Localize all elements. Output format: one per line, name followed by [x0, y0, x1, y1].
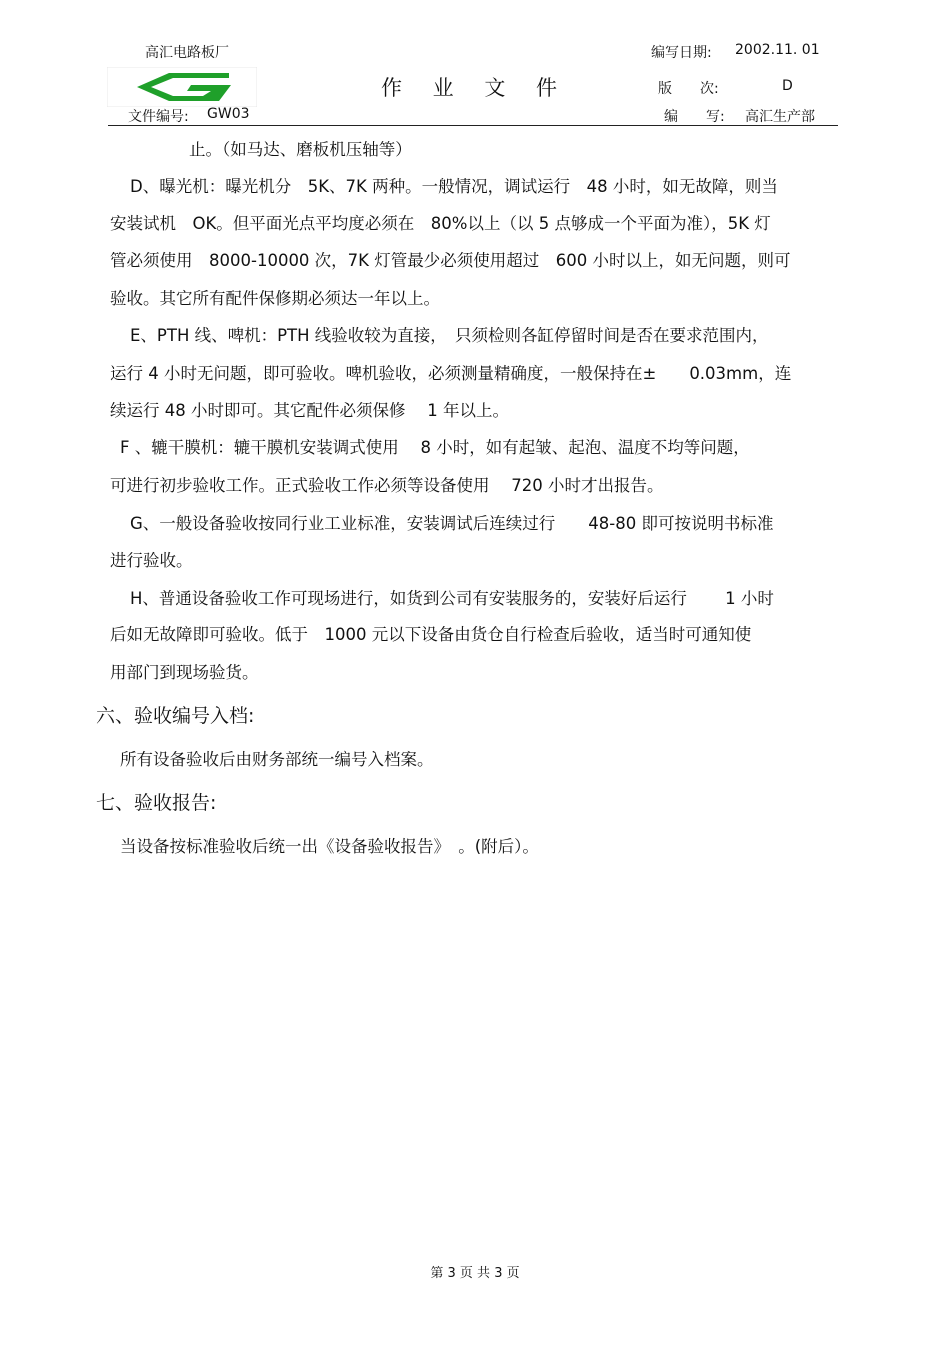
- body-line: 用部门到现场验货。: [110, 663, 259, 682]
- body-line: E、PTH 线、啤机：PTH 线验收较为直接， 只须检则各缸停留时间是否在要求范围内，: [130, 326, 769, 345]
- body-line: H、普通设备验收工作可现场进行，如货到公司有安装服务的，安装好后运行 1 小时: [130, 589, 774, 608]
- company-name: 高汇电路板厂: [145, 45, 229, 61]
- document-title: 作 业 文 件: [381, 76, 570, 100]
- body-line: 安装试机 OK。但平面光点平均度必须在 80%以上（以 5 点够成一个平面为准），5K 灯: [110, 214, 771, 233]
- author-label: 编 写:: [664, 109, 725, 125]
- section-7-heading: 七、验收报告:: [96, 792, 217, 814]
- body-line: 续运行 48 小时即可。其它配件必须保修 1 年以上。: [110, 401, 509, 420]
- author-value: 高汇生产部: [745, 109, 815, 125]
- section-7-text: 当设备按标准验收后统一出《设备验收报告》 。(附后）。: [120, 837, 539, 856]
- section-6-text: 所有设备验收后由财务部统一编号入档案。: [120, 750, 434, 769]
- body-line: 后如无故障即可验收。低于 1000 元以下设备由货仓自行检查后验收，适当时可通知使: [110, 625, 752, 644]
- page-number: 第 3 页 共 3 页: [430, 1266, 520, 1281]
- body-line: 止。（如马达、磨板机压轴等）: [189, 140, 412, 159]
- section-6-heading: 六、验收编号入档:: [96, 705, 255, 727]
- version-label: 版 次:: [658, 81, 719, 97]
- body-line: 运行 4 小时无问题，即可验收。啤机验收，必须测量精确度，一般保持在± 0.03mm，连: [110, 364, 792, 383]
- doc-number: GW03: [207, 106, 250, 122]
- doc-number-label: 文件编号:: [128, 109, 189, 125]
- header-divider: [108, 125, 838, 126]
- body-line: 可进行初步验收工作。正式验收工作必须等设备使用 720 小时才出报告。: [110, 476, 664, 495]
- body-line: 验收。其它所有配件保修期必须达一年以上。: [110, 289, 440, 308]
- body-line: 进行验收。: [110, 551, 193, 570]
- date-label: 编写日期:: [651, 45, 712, 61]
- body-line: D、曝光机：曝光机分 5K、7K 两种。一般情况，调试运行 48 小时，如无故障，则当: [130, 177, 778, 196]
- body-line: 管必须使用 8000-10000 次，7K 灯管最少必须使用超过 600 小时以上，如无问题，则可: [110, 251, 791, 270]
- company-logo: [107, 67, 257, 107]
- date-value: 2002.11. 01: [735, 42, 820, 58]
- body-line: G、一般设备验收按同行业工业标准，安装调试后连续过行 48-80 即可按说明书标准: [130, 514, 774, 533]
- version-value: D: [782, 78, 793, 94]
- body-line: F 、辘干膜机：辘干膜机安装调式使用 8 小时，如有起皱、起泡、温度不均等问题，: [120, 438, 750, 457]
